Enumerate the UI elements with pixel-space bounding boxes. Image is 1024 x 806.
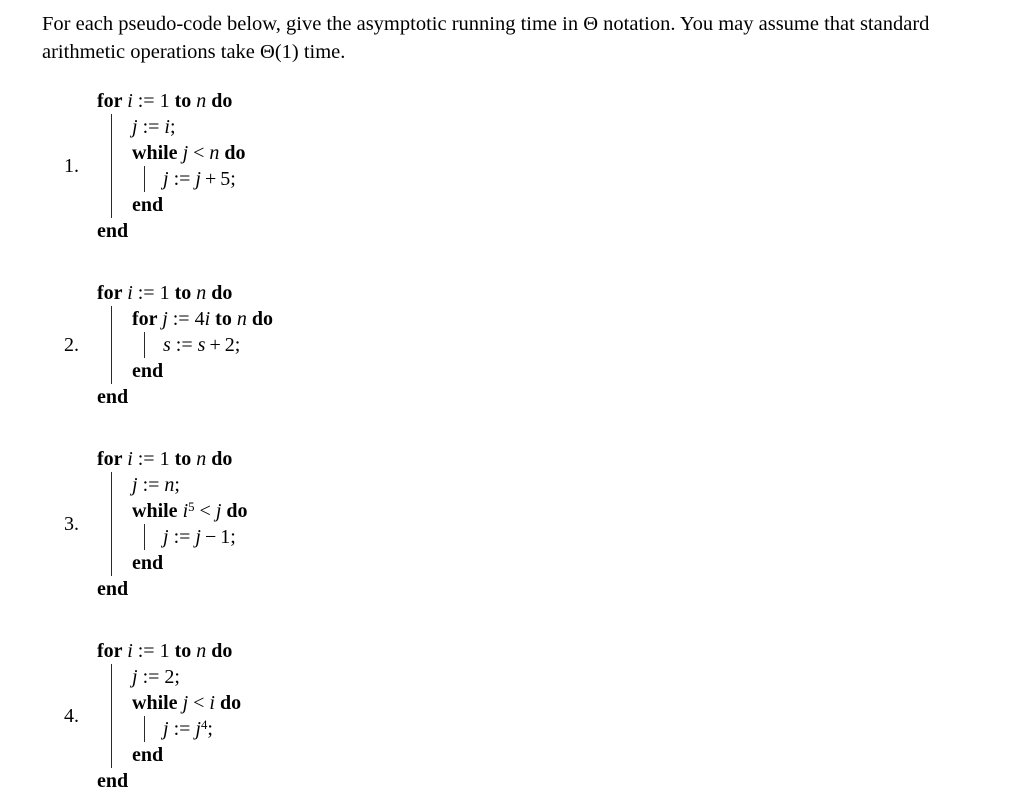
variable: j: [215, 500, 227, 522]
keyword: do: [219, 692, 242, 714]
variable: n: [236, 308, 252, 330]
code-line: [163, 332, 273, 358]
operator-text: ;: [169, 116, 176, 138]
keyword: do: [211, 282, 233, 304]
keyword: to: [174, 90, 197, 112]
pseudo-code-block-2: [64, 280, 994, 410]
keyword: do: [251, 308, 273, 330]
keyword: do: [226, 500, 248, 522]
variable: i: [127, 282, 133, 304]
variable: j: [195, 168, 201, 190]
code-line: [132, 742, 241, 768]
code-blocks: [64, 88, 994, 794]
code-line: [97, 280, 273, 306]
operator-text: <: [194, 500, 216, 522]
keyword: end: [132, 360, 164, 382]
instruction-text: [42, 10, 994, 66]
block-number: 1.: [64, 154, 79, 177]
keyword: end: [132, 194, 164, 216]
code-line: [132, 664, 241, 690]
variable: n: [196, 90, 212, 112]
exponent: 4: [200, 717, 208, 732]
operator-text: := 1: [132, 448, 175, 470]
pseudo-code: [97, 280, 273, 410]
nested-body: [111, 472, 248, 576]
operator-text: + 2;: [205, 334, 241, 356]
operator-text: := 1: [132, 640, 175, 662]
pseudo-code: [97, 88, 246, 244]
variable: j: [132, 474, 138, 496]
variable: n: [164, 474, 175, 496]
variable: j: [162, 308, 168, 330]
variable: n: [196, 448, 212, 470]
operator-text: := 4: [167, 308, 205, 330]
operator-text: ;: [207, 718, 213, 740]
variable: n: [209, 142, 225, 164]
keyword: to: [174, 640, 197, 662]
block-number: 2.: [64, 333, 79, 356]
keyword: end: [97, 770, 129, 792]
code-line: [97, 768, 241, 794]
operator-text: :=: [137, 474, 165, 496]
pseudo-code-block-1: [64, 88, 994, 244]
block-number: 3.: [64, 512, 79, 535]
nested-body: [111, 664, 241, 768]
nested-body: [144, 166, 246, 192]
instruction-line-2: arithmetic operations take Θ(1) time.: [42, 41, 346, 63]
variable: j: [195, 718, 201, 740]
code-line: [132, 192, 246, 218]
operator-text: := 1: [132, 282, 175, 304]
nested-body: [144, 332, 273, 358]
operator-text: := 2;: [137, 666, 180, 688]
keyword: do: [211, 90, 233, 112]
pseudo-code: [97, 446, 248, 602]
code-line: [132, 472, 248, 498]
operator-text: :=: [170, 334, 198, 356]
variable: n: [196, 640, 212, 662]
code-line: [163, 524, 248, 550]
operator-text: :=: [168, 526, 196, 548]
variable: i: [204, 308, 216, 330]
keyword: end: [97, 386, 129, 408]
keyword: for: [97, 282, 128, 304]
code-line: [163, 716, 241, 742]
variable: n: [196, 282, 212, 304]
exponent: 5: [188, 499, 195, 514]
variable: i: [182, 500, 189, 522]
nested-body: [111, 114, 246, 218]
operator-text: + 5;: [200, 168, 236, 190]
operator-text: <: [188, 142, 210, 164]
operator-text: := 1: [132, 90, 175, 112]
block-number: 4.: [64, 704, 79, 727]
keyword: for: [97, 90, 128, 112]
instruction-line-1: For each pseudo-code below, give the asymptotic running time in Θ notation. You may assume that standard: [42, 13, 930, 35]
code-line: [163, 166, 246, 192]
variable: i: [209, 692, 220, 714]
keyword: for: [97, 640, 128, 662]
variable: j: [163, 718, 169, 740]
code-line: [132, 550, 248, 576]
nested-body: [111, 306, 273, 384]
keyword: for: [97, 448, 128, 470]
keyword: to: [215, 308, 237, 330]
keyword: do: [224, 142, 246, 164]
variable: s: [197, 334, 206, 356]
keyword: while: [132, 500, 183, 522]
code-line: [132, 358, 273, 384]
keyword: do: [211, 448, 233, 470]
keyword: end: [97, 578, 129, 600]
variable: i: [127, 90, 133, 112]
keyword: end: [132, 552, 164, 574]
operator-text: :=: [137, 116, 165, 138]
code-line: [132, 114, 246, 140]
code-line: [132, 306, 273, 332]
keyword: end: [97, 220, 129, 242]
pseudo-code-block-4: [64, 638, 994, 794]
operator-text: :=: [168, 168, 196, 190]
variable: i: [127, 640, 133, 662]
nested-body: [144, 716, 241, 742]
operator-text: <: [188, 692, 210, 714]
variable: i: [127, 448, 133, 470]
code-line: [132, 140, 246, 166]
code-line: [97, 576, 248, 602]
keyword: do: [211, 640, 233, 662]
variable: j: [163, 168, 169, 190]
code-line: [97, 446, 248, 472]
variable: j: [182, 692, 189, 714]
keyword: while: [132, 142, 183, 164]
code-line: [97, 384, 273, 410]
variable: s: [163, 334, 171, 356]
keyword: while: [132, 692, 183, 714]
operator-text: ;: [174, 474, 180, 496]
nested-body: [144, 524, 248, 550]
pseudo-code: [97, 638, 241, 794]
code-line: [97, 88, 246, 114]
variable: j: [182, 142, 189, 164]
code-line: [97, 218, 246, 244]
variable: j: [163, 526, 169, 548]
keyword: end: [132, 744, 164, 766]
code-line: [97, 638, 241, 664]
variable: j: [132, 666, 138, 688]
operator-text: :=: [168, 718, 196, 740]
code-line: [132, 498, 248, 524]
code-line: [132, 690, 241, 716]
variable: i: [164, 116, 170, 138]
keyword: to: [174, 282, 197, 304]
operator-text: − 1;: [200, 526, 236, 548]
keyword: for: [132, 308, 163, 330]
variable: j: [195, 526, 201, 548]
pseudo-code-block-3: [64, 446, 994, 602]
keyword: to: [174, 448, 197, 470]
variable: j: [132, 116, 138, 138]
